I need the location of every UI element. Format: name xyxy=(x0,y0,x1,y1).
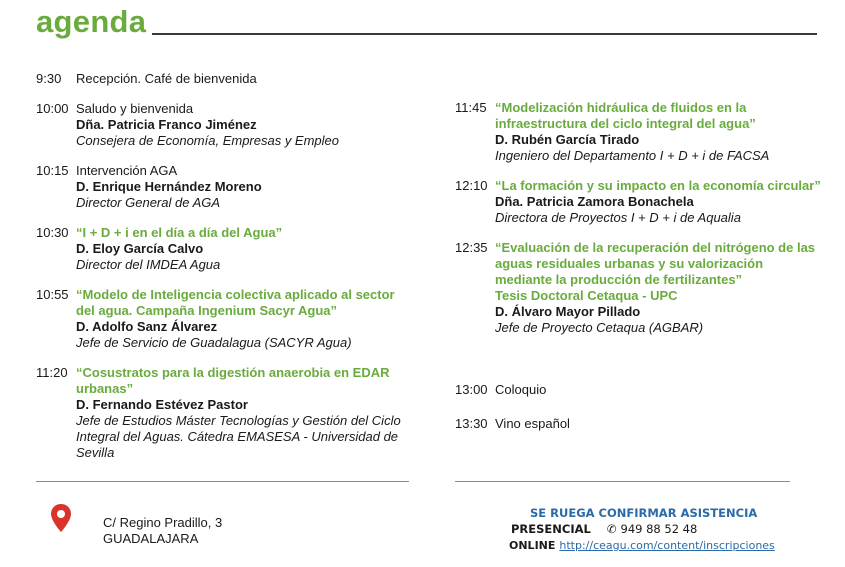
left-divider xyxy=(36,481,409,482)
speaker-name: Dña. Patricia Zamora Bonachela xyxy=(495,194,694,209)
location-pin-icon xyxy=(50,503,72,533)
speaker-role: Jefe de Proyecto Cetaqua (AGBAR) xyxy=(495,320,704,335)
agenda-time: 12:35 xyxy=(455,240,488,255)
agenda-time: 12:10 xyxy=(455,178,488,193)
talk-title: del agua. Campaña Ingenium Sacyr Agua” xyxy=(76,303,338,318)
agenda-time: 10:55 xyxy=(36,287,69,302)
speaker-role: Jefe de Servicio de Guadalagua (SACYR Agua) xyxy=(76,335,352,350)
talk-title: “La formación y su impacto en la economía circular” xyxy=(495,178,821,193)
talk-title: “I + D + i en el día a día del Agua” xyxy=(76,225,283,240)
talk-title: “Cosustratos para la digestión anaerobia en EDAR xyxy=(76,365,390,380)
speaker-role: Director General de AGA xyxy=(76,195,221,210)
venue-address xyxy=(103,515,222,547)
agenda-activity: Intervención AGA xyxy=(76,163,178,178)
agenda-activity: Recepción. Café de bienvenida xyxy=(76,71,257,86)
phone-icon: ✆ xyxy=(606,522,617,536)
agenda-item xyxy=(36,163,426,211)
agenda-time: 10:30 xyxy=(36,225,69,240)
talk-title: infraestructura del ciclo integral del agua” xyxy=(495,116,756,131)
speaker-name: D. Rubén García Tirado xyxy=(495,132,640,147)
talk-title: “Modelo de Inteligencia colectiva aplicado al sector xyxy=(76,287,395,302)
agenda-time: 10:00 xyxy=(36,101,69,116)
agenda-right-column xyxy=(455,100,843,432)
agenda-time: 13:30 xyxy=(455,416,488,431)
talk-title: “Evaluación de la recuperación del nitrógeno de las xyxy=(495,240,816,255)
speaker-role: Jefe de Estudios Máster Tecnologías y Gestión del Ciclo xyxy=(76,413,401,428)
title-underline xyxy=(152,33,817,35)
agenda-item xyxy=(455,416,843,432)
speaker-name: D. Álvaro Mayor Pillado xyxy=(495,304,641,319)
confirm-attendance-text: SE RUEGA CONFIRMAR ASISTENCIA xyxy=(530,506,758,520)
right-divider xyxy=(455,481,790,482)
online-label: ONLINE xyxy=(509,539,556,552)
talk-title: “Modelización hidráulica de fluidos en la xyxy=(495,100,747,115)
agenda-time: 10:15 xyxy=(36,163,69,178)
address-city: GUADALAJARA xyxy=(103,531,199,546)
agenda-time: 9:30 xyxy=(36,71,62,86)
agenda-activity: Saludo y bienvenida xyxy=(76,101,194,116)
agenda-activity: Vino español xyxy=(495,416,570,431)
talk-title: aguas residuales urbanas y su valorización xyxy=(495,256,764,271)
agenda-activity: Coloquio xyxy=(495,382,547,397)
agenda-item xyxy=(36,287,426,351)
speaker-role: Directora de Proyectos I + D + i de Aqualia xyxy=(495,210,741,225)
talk-title: mediante la producción de fertilizantes” xyxy=(495,272,743,287)
agenda-item xyxy=(36,71,426,87)
speaker-name: D. Fernando Estévez Pastor xyxy=(76,397,248,412)
page-title: agenda xyxy=(36,4,147,39)
talk-title: urbanas” xyxy=(76,381,134,396)
agenda-item xyxy=(36,101,426,149)
speaker-role: Sevilla xyxy=(76,445,115,460)
agenda-item xyxy=(455,100,843,164)
speaker-role: Ingeniero del Departamento I + D + i de FACSA xyxy=(495,148,770,163)
agenda-time: 11:20 xyxy=(36,365,68,380)
phone-number: 949 88 52 48 xyxy=(620,522,698,536)
speaker-role: Consejera de Economía, Empresas y Empleo xyxy=(76,133,340,148)
presencial-label: PRESENCIAL xyxy=(511,522,591,536)
agenda-item xyxy=(36,225,426,273)
agenda-left-column xyxy=(36,71,426,461)
speaker-name: D. Enrique Hernández Moreno xyxy=(76,179,262,194)
agenda-item xyxy=(455,178,843,226)
address-street: C/ Regino Pradillo, 3 xyxy=(103,515,223,530)
speaker-name: D. Eloy García Calvo xyxy=(76,241,204,256)
online-registration-link[interactable]: http://ceagu.com/content/inscripciones xyxy=(559,539,775,552)
agenda-time: 11:45 xyxy=(455,100,487,115)
speaker-role: Director del IMDEA Agua xyxy=(76,257,221,272)
agenda-item xyxy=(455,382,843,398)
speaker-name: Dña. Patricia Franco Jiménez xyxy=(76,117,257,132)
online-row xyxy=(509,539,775,552)
agenda-time: 13:00 xyxy=(455,382,488,397)
speaker-name: D. Adolfo Sanz Álvarez xyxy=(76,319,218,334)
presencial-row xyxy=(511,522,697,536)
talk-title: Tesis Doctoral Cetaqua - UPC xyxy=(495,288,678,303)
speaker-role: Integral del Aguas. Cátedra EMASESA - Universidad de xyxy=(76,429,399,444)
agenda-item xyxy=(36,365,426,461)
agenda-item xyxy=(455,240,843,336)
